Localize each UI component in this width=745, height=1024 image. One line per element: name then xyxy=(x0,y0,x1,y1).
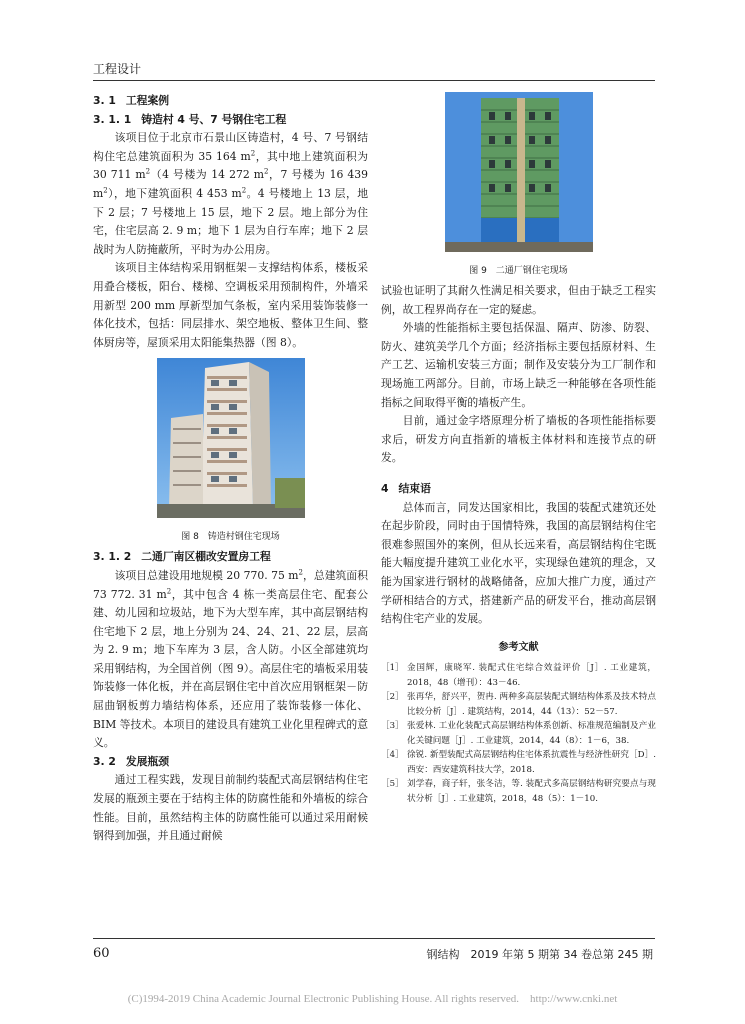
section-3-2-heading xyxy=(93,753,368,772)
section-title: 发展瓶颈 xyxy=(125,754,170,768)
footer-rule xyxy=(93,938,655,939)
paragraph-bottleneck: 通过工程实践，发现目前制约装配式高层钢结构住宅发展的瓶颈主要在于结构主体的防腐性能和外墙板的综合性能。目前，虽然结构主体的防腐性能可以通过采用耐候钢得到加强，并且通过耐候 xyxy=(93,773,368,843)
paragraph-durability: 试验也证明了其耐久性满足相关要求，但由于缺乏工程实例，故工程界尚存在一定的疑虑。 xyxy=(381,284,656,316)
left-column xyxy=(93,92,368,846)
copyright-watermark: (C)1994-2019 China Academic Journal Electronic Publishing House. All rights reserved. http://www.cnki.net xyxy=(127,993,618,1005)
running-title: 工程设计 xyxy=(93,62,142,76)
figure-9-caption: 图 9 二通厂钢住宅现场 xyxy=(469,266,568,276)
paragraph-project-2: 该项目总建设用地规模 20 770. 75 $m^2$，总建筑面积 73 772. 31 $m^2$，其中包含 4 栋一类高层住宅、配套公建、幼儿园和垃圾站，地下为大型车库，其中高层钢结构住宅地下 2 层，地上分别为 24、24、21、22 层，层高为 2. 9 m；地下车库为 3 层，含人防。小区全部建筑均采用钢结构，为全国首例（图 9）。高层住宅的墙板采用装饰装修一体化板，并在高层钢住宅中首次应用钢框架－防屈曲钢板剪力墙结构体系，还应用了装饰装修一体化、BIM 等技术。本项目的建设具有建筑工业化里程碑式的意义。 xyxy=(93,568,369,750)
section-title: 工程案例 xyxy=(125,94,170,107)
paragraph-research-direction: 目前，通过金字塔原理分析了墙板的各项性能指标要求后，研发方向直指新的墙板主体材料和连接节点的研发。 xyxy=(381,414,656,465)
section-3-1-1-heading xyxy=(93,111,368,130)
reference-item: ［4］ 徐锐. 新型装配式高层钢结构住宅体系抗震性与经济性研究［D］. 西安：西安建筑科技大学，2018. xyxy=(381,750,656,775)
building-photo-ertongchang xyxy=(445,92,593,252)
references-list xyxy=(381,661,656,806)
section-number: 3. 1. 2 xyxy=(93,550,132,564)
section-number: 3. 1. 1 xyxy=(93,112,132,126)
paragraph-conclusion: 总体而言，同发达国家相比，我国的装配式建筑还处在起步阶段，同时由于国情特殊，我国的高层钢结构住宅很难参照国外的案例，但从长远来看，高层钢结构住宅既能大幅度提升建筑工业化水平，实现绿色建筑的理念，又能为国家进行钢材的战略储备，应加大推广力度，通过产学研相结合的方式，搭建新产品的研发平台，推动高层钢结构住宅产业的发展。 xyxy=(381,500,656,626)
reference-item: ［2］ 张再华，舒兴平，贺冉. 两种多高层装配式钢结构体系及技术特点比较分析［J］. 建筑结构，2014，44（13）：52－57. xyxy=(381,692,656,717)
figure-8-caption: 图 8 铸造村钢住宅现场 xyxy=(181,532,280,543)
section-title: 铸造村 4 号、7 号钢住宅工程 xyxy=(141,112,287,126)
page-number: 60 xyxy=(93,946,110,961)
reference-item: ［5］ 刘学春，商子轩，张冬洁，等. 装配式多高层钢结构研究要点与现状分析［J］. 工业建筑，2018，48（5）：1－10. xyxy=(381,779,656,804)
journal-issue: 钢结构 2019 年第 5 期第 34 卷总第 245 期 xyxy=(426,948,653,961)
paragraph-project-1-area: 该项目位于北京市石景山区铸造村，4 号、7 号钢结构住宅总建筑面积为 35 164 $m^2$，其中地上建筑面积为 30 711 $m^2(4$ 号楼为 14 272 $m^2$，7 号楼为 16 439 $m^2$），地下建筑面积 4 453 $m^2$。4 号楼地上 13 层，地下 2 层；7 号楼地上 15 层，地下 2 层。地上部分为住宅，住宅层高 2. 9 m；地下 1 层为自行车库；地下 2 层战时为人防掩蔽所，平时为办公用房。 xyxy=(93,131,369,256)
paragraph-project-1-structure: 该项目主体结构采用钢框架－支撑结构体系，楼板采用叠合楼板，阳台、楼梯、空调板采用预制构件，外墙采用新型 200 mm 厚新型加气条板，室内采用装饰装修一体化技术，包括：同层排水、架空地板、整体卫生间、整体厨房等，屋顶采用太阳能集热器（图 8）。 xyxy=(93,261,368,349)
right-column xyxy=(381,92,656,806)
section-title: 二通厂南区棚改安置房工程 xyxy=(141,550,271,564)
figure-9 xyxy=(381,92,656,278)
section-3-1-heading xyxy=(93,92,368,111)
section-3-1-2-heading xyxy=(93,548,368,567)
references-title: 参考文献 xyxy=(498,641,539,653)
section-4-heading xyxy=(381,480,656,499)
reference-item: ［3］ 张爱林. 工业化装配式高层钢结构体系创新、标准规范编制及产业化关键问题［J］. 工业建筑，2014，44（8）：1－6，38. xyxy=(381,721,656,746)
figure-8 xyxy=(93,358,368,544)
header-rule xyxy=(93,80,655,81)
paragraph-wall-performance: 外墙的性能指标主要包括保温、隔声、防渗、防裂、防火、建筑美学几个方面；经济指标主要包括原材料、生产工艺、运输机安装三方面；制作及安装分为工厂制作和现场施工两部分。目前，市场上缺乏一种能够在各项性能指标之间取得平衡的墙板产生。 xyxy=(381,321,656,409)
building-photo-zhuzaocun xyxy=(157,358,305,518)
section-number: 3. 2 xyxy=(93,754,116,768)
section-title: 结束语 xyxy=(398,481,431,495)
section-number: 4 xyxy=(381,481,389,495)
section-number: 3. 1 xyxy=(93,94,116,107)
reference-item: ［1］ 金国辉，康晓军. 装配式住宅综合效益评价［J］. 工业建筑，2018，48（增刊）：43－46. xyxy=(381,663,656,688)
